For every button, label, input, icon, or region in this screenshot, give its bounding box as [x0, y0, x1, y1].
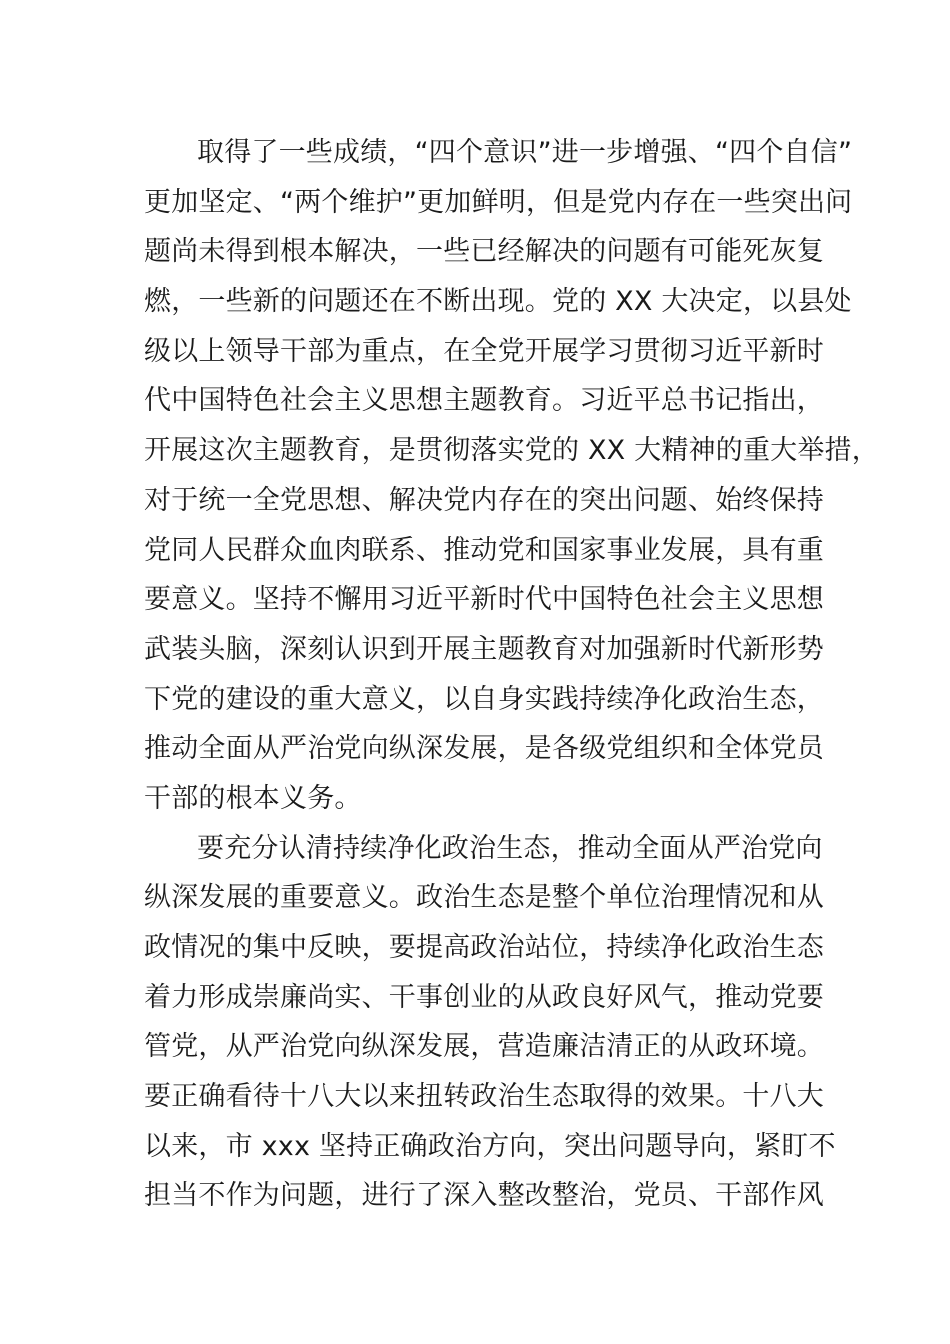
- text-line: 政情况的集中反映，要提高政治站位，持续净化政治生态: [144, 932, 824, 963]
- text-line: 要充分认清持续净化政治生态，推动全面从严治党向: [197, 832, 823, 864]
- text-line: 取得了一些成绩，“四个意识”进一步增强、“四个自信”: [197, 137, 853, 168]
- text-line: 级以上领导干部为重点，在全党开展学习贯彻习近平新时: [144, 335, 824, 367]
- text-line: 更加坚定、“两个维护”更加鲜明，但是党内存在一些突出问: [144, 186, 853, 218]
- text-line: 着力形成崇廉尚实、干事创业的从政良好风气，推动党要: [144, 981, 824, 1013]
- text-line: 要意义。坚持不懈用习近平新时代中国特色社会主义思想: [144, 584, 824, 616]
- text-line: 代中国特色社会主义思想主题教育。习近平总书记指出，: [144, 385, 824, 417]
- text-line: 纵深发展的重要意义。政治生态是整个单位治理情况和从: [144, 882, 824, 914]
- text-line: 推动全面从严治党向纵深发展，是各级党组织和全体党员: [144, 733, 824, 765]
- document-body: [144, 128, 879, 1221]
- text-line: 开展这次主题教育，是贯彻落实党的 XX 大精神的重大举措，: [144, 435, 879, 467]
- text-line: 题尚未得到根本解决，一些已经解决的问题有可能死灰复: [144, 236, 824, 268]
- text-line: 对于统一全党思想、解决党内存在的突出问题、始终保持: [144, 484, 824, 516]
- text-line: 燃，一些新的问题还在不断出现。党的 XX 大决定，以县处: [144, 286, 852, 318]
- text-line: 要正确看待十八大以来扭转政治生态取得的效果。十八大: [144, 1081, 824, 1113]
- text-line: 以来，市 xxx 坚持正确政治方向，突出问题导向，紧盯不: [144, 1130, 836, 1162]
- text-line: 下党的建设的重大意义，以自身实践持续净化政治生态，: [144, 683, 824, 715]
- text-line: 管党，从严治党向纵深发展，营造廉洁清正的从政环境。: [144, 1031, 824, 1063]
- text-line: 干部的根本义务。: [144, 782, 362, 814]
- text-line: 党同人民群众血肉联系、推动党和国家事业发展，具有重: [144, 534, 824, 566]
- text-line: 武装头脑，深刻认识到开展主题教育对加强新时代新形势: [144, 633, 824, 665]
- text-line: 担当不作为问题，进行了深入整改整治，党员、干部作风: [144, 1180, 824, 1212]
